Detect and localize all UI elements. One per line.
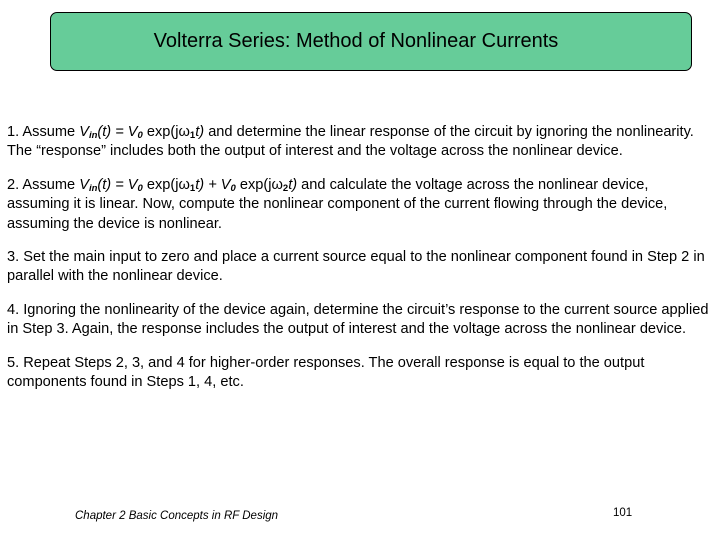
step-3: 3. Set the main input to zero and place a current source equal to the nonlinear component found in Step 2 in parallel with the nonlinear device.	[7, 249, 705, 285]
step-1-eq: (t) = V	[97, 124, 138, 140]
step-2-w1-sub: 1	[189, 182, 196, 194]
step-2-t2: t)	[288, 176, 298, 193]
steps-list	[7, 123, 712, 406]
step-2-w2-sub: 2	[282, 182, 289, 194]
step-2-v0a-sub: 0	[137, 182, 143, 194]
page-number: 101	[613, 507, 633, 519]
step-1-v0-sub: 0	[137, 130, 143, 141]
step-2-vin: V	[79, 176, 89, 193]
step-2-vin-sub: in	[88, 182, 98, 194]
footer-chapter: Chapter 2 Basic Concepts in RF Design	[75, 510, 279, 522]
step-1	[7, 123, 712, 162]
step-2-exp2: exp(jω	[235, 176, 283, 193]
step-2-eq: (t) = V	[97, 176, 138, 193]
step-2	[7, 176, 712, 234]
step-2-lead: 2. Assume	[7, 176, 80, 193]
step-1-exp: exp(jω	[142, 124, 190, 140]
step-4: 4. Ignoring the nonlinearity of the device again, determine the circuit’s response to the current source applied in Step 3. Again, the response includes the output of interest and the voltage across the nonlinear device.	[7, 301, 709, 338]
step-1-w1-sub: 1	[189, 130, 196, 141]
title-box	[50, 12, 692, 71]
step-2-exp1: exp(jω	[142, 176, 190, 193]
step-1-vin: V	[79, 124, 89, 140]
slide-title: Volterra Series: Method of Nonlinear Currents	[153, 30, 559, 52]
step-1-vin-sub: in	[88, 130, 98, 141]
step-2-rest: and calculate the voltage across the nonlinear device, assuming it is linear. Now, compute the nonlinear component of the current flowing through the device, assuming the device is nonlinear.	[7, 176, 668, 232]
step-1-t: t)	[195, 124, 205, 140]
step-2-v0b-sub: 0	[230, 182, 236, 194]
step-1-rest: and determine the linear response of the circuit by ignoring the nonlinearity. The “response” includes both the output of interest and the voltage across the nonlinear device.	[7, 124, 694, 160]
step-1-lead: 1. Assume	[7, 124, 80, 140]
step-2-t1: t) + V	[195, 176, 231, 193]
step-5: 5. Repeat Steps 2, 3, and 4 for higher-order responses. The overall response is equal to the output components found in Steps 1, 4, etc.	[7, 354, 645, 391]
